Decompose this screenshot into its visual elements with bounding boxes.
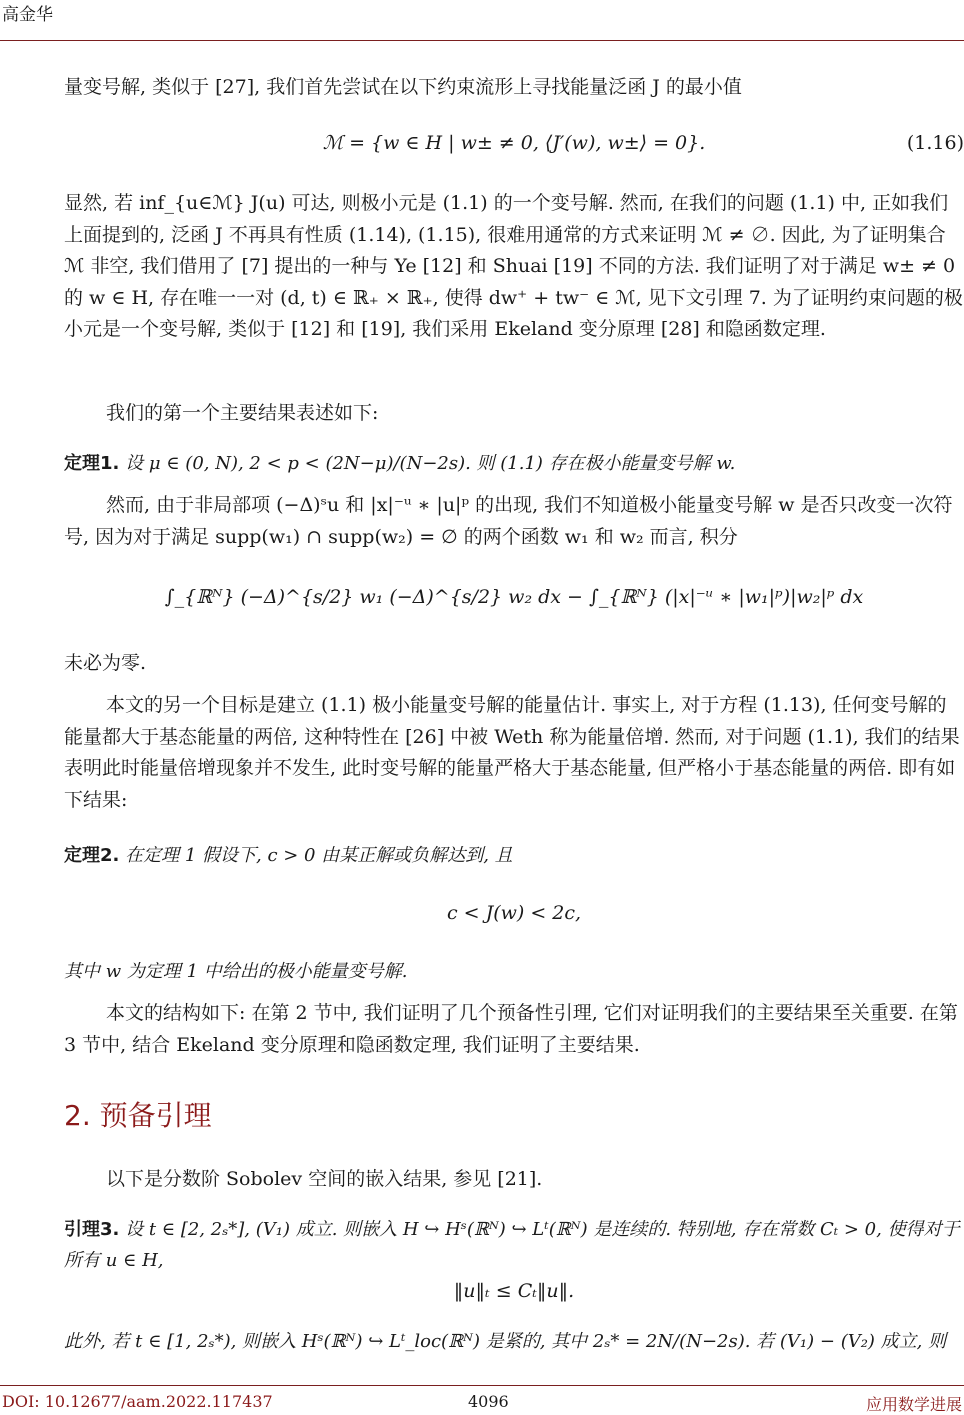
footer-doi: DOI: 10.12677/aam.2022.117437	[2, 1392, 273, 1411]
paragraph-energy-estimate: 本文的另一个目标是建立 (1.1) 极小能量变号解的能量估计. 事实上, 对于方程 (1.13), 任何变号解的能量都大于基态能量的两倍, 这种特性在 [26] 中被 Weth 称为能量倍增. 然而, 对于问题 (1.1), 我们的结果表明此时能量倍增现象并不发生, 此时变号解的能量严格大于基态能量, 但严格小于基态能量的两倍. 即有如下结果:	[64, 694, 960, 811]
theorem-2-text: 在定理 1 假设下, c > 0 由某正解或负解达到, 且	[125, 845, 513, 866]
paragraph-existence: 显然, 若 inf_{u∈ℳ} J(u) 可达, 则极小元是 (1.1) 的一个变号解. 然而, 在我们的问题 (1.1) 中, 正如我们上面提到的, 泛函 J 不再具有性质 (1.14), (1.15), 很难用通常的方式来证明 ℳ ≠ ∅. 因此, 为了证明集合 ℳ 非空, 我们借用了 [7] 提出的一种与 Ye [12] 和 Shuai [19] 不同的方法. 我们证明了对于满足 w± ≠ 0 的 w ∈ H, 存在唯一一对 (d, t) ∈ ℝ₊ × ℝ₊, 使得 dw⁺ + tw⁻ ∈ ℳ, 见下文引理 7. 为了证明约束问题的极小元是一个变号解, 类似于 [12] 和 [19], 我们采用 Ekeland 变分原理 [28] 和隐函数定理.	[64, 192, 963, 340]
theorem-1	[64, 448, 964, 479]
lemma-3-text: 设 t ∈ [2, 2ₛ*], (V₁) 成立. 则嵌入 H ↪ Hˢ(ℝᴺ) ↪ Lᵗ(ℝᴺ) 是连续的. 特别地, 存在常数 Cₜ > 0, 使得对于所有 u ∈ H,	[64, 1219, 960, 1271]
equation-energy-bound: c < J(w) < 2c,	[446, 902, 582, 924]
paragraph-not-zero: 未必为零.	[64, 652, 147, 674]
theorem-2-tail: 其中 w 为定理 1 中给出的极小能量变号解.	[64, 961, 408, 982]
theorem-2-label: 定理2.	[64, 845, 120, 866]
lemma-3	[64, 1214, 964, 1276]
running-header-author: 高金华	[2, 5, 53, 25]
paragraph-embedding-intro: 以下是分数阶 Sobolev 空间的嵌入结果, 参见 [21].	[106, 1168, 543, 1190]
page-number: 4096	[468, 1392, 509, 1411]
paragraph-intro: 量变号解, 类似于 [27], 我们首先尝试在以下约束流形上寻找能量泛函 J 的最小值	[64, 76, 742, 98]
lemma-3-label: 引理3.	[64, 1219, 120, 1240]
equation-integral: ∫_{ℝᴺ} (−Δ)^{s/2} w₁ (−Δ)^{s/2} w₂ dx − ∫_{ℝᴺ} (|x|⁻ᵘ ∗ |w₁|ᵖ)|w₂|ᵖ dx	[164, 586, 864, 608]
section-heading-2: 2. 预备引理	[64, 1099, 212, 1132]
equation-formula: ℳ = {w ∈ H | w± ≠ 0, ⟨J′(w), w±⟩ = 0}.	[322, 132, 706, 154]
theorem-1-label: 定理1.	[64, 453, 120, 474]
equation-1-16	[64, 132, 964, 154]
paragraph-structure: 本文的结构如下: 在第 2 节中, 我们证明了几个预备性引理, 它们对证明我们的主要结果至关重要. 在第 3 节中, 结合 Ekeland 变分原理和隐函数定理, 我们证明了主要结果.	[64, 1002, 958, 1056]
equation-number: (1.16)	[906, 132, 964, 154]
equation-norm-bound: ‖u‖ₜ ≤ Cₜ‖u‖.	[453, 1280, 575, 1302]
paragraph-nonlocal: 然而, 由于非局部项 (−Δ)ˢu 和 |x|⁻ᵘ ∗ |u|ᵖ 的出现, 我们不知道极小能量变号解 w 是否只改变一次符号, 因为对于满足 supp(w₁) ∩ supp(w₂) = ∅ 的两个函数 w₁ 和 w₂ 而言, 积分	[64, 494, 953, 548]
theorem-1-text: 设 μ ∈ (0, N), 2 < p < (2N−μ)/(N−2s). 则 (1.1) 存在极小能量变号解 w.	[125, 453, 736, 474]
header-rule	[0, 40, 964, 41]
lemma-3-tail: 此外, 若 t ∈ [1, 2ₛ*), 则嵌入 Hˢ(ℝᴺ) ↪ Lᵗ_loc(ℝᴺ) 是紧的, 其中 2ₛ* = 2N/(N−2s). 若 (V₁) − (V₂) 成立, 则	[64, 1331, 947, 1352]
footer-rule	[0, 1385, 964, 1386]
footer-journal: 应用数学进展	[865, 1395, 962, 1414]
paragraph-main-results-intro: 我们的第一个主要结果表述如下:	[106, 402, 379, 424]
theorem-2	[64, 840, 964, 871]
